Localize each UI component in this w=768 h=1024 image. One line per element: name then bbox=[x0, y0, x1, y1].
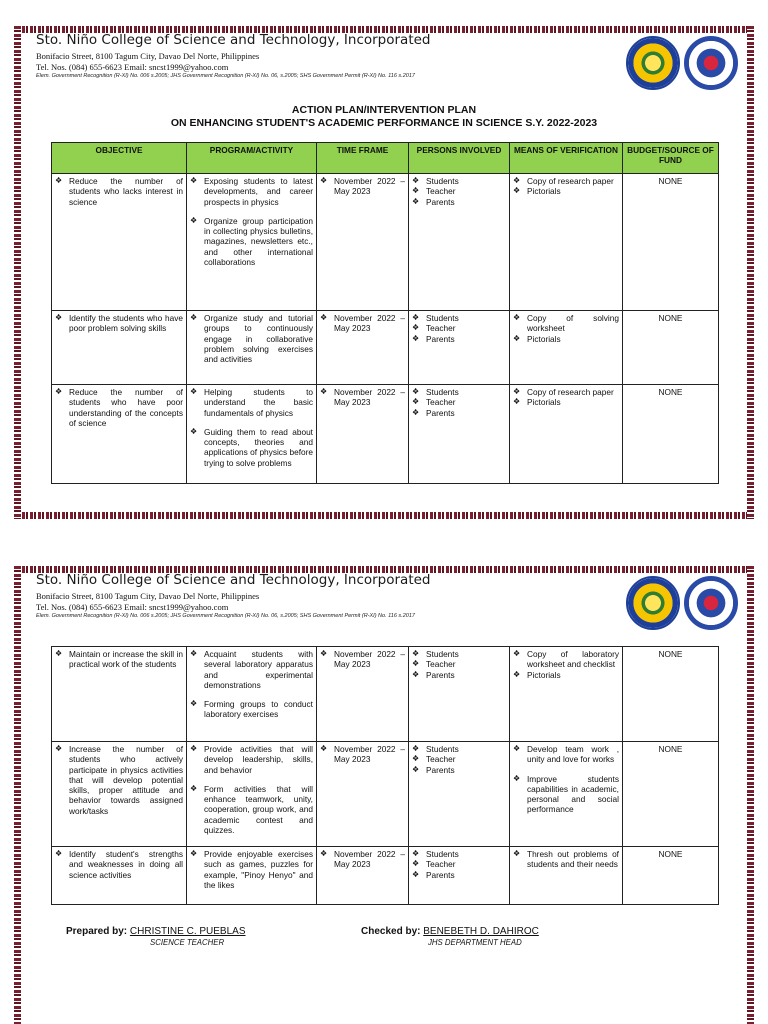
verification-item: ❖ Copy of research paper bbox=[513, 387, 619, 397]
table-row bbox=[52, 174, 719, 311]
verification-item: ❖ Copy of research paper bbox=[513, 176, 619, 186]
table-row bbox=[52, 847, 719, 905]
deped-seal-icon bbox=[684, 36, 738, 90]
activity-item: ❖ Acquaint students with several laboratory apparatus and experimental demonstrations bbox=[190, 649, 313, 690]
activity-item: ❖ Provide enjoyable exercises such as games, puzzles for example, "Pinoy Henyo" and the likes bbox=[190, 849, 313, 890]
verification-item: ❖ Improve students capabilities in academic, personal and social performance bbox=[513, 774, 619, 815]
time-frame: ❖ November 2022 – May 2023 bbox=[320, 744, 405, 765]
verification-item: ❖ Thresh out problems of students and their needs bbox=[513, 849, 619, 870]
checked-by-label: Checked by: bbox=[361, 926, 421, 937]
verification-item: ❖ Copy of solving worksheet bbox=[513, 313, 619, 334]
person-item: ❖ Students bbox=[412, 649, 506, 659]
verification-item: ❖ Pictorials bbox=[513, 186, 619, 196]
table-row bbox=[52, 311, 719, 385]
decorative-border-bottom bbox=[14, 512, 754, 519]
decorative-border-left bbox=[14, 26, 21, 519]
school-name: Sto. Niño College of Science and Technology, Incorporated bbox=[36, 572, 431, 588]
verification-item: ❖ Develop team work , unity and love for works bbox=[513, 744, 619, 765]
prepared-by-name: CHRISTINE C. PUEBLAS bbox=[129, 926, 246, 937]
school-seal-icon bbox=[626, 576, 680, 630]
column-header: OBJECTIVE bbox=[52, 143, 187, 174]
document-title bbox=[0, 104, 768, 130]
time-frame: ❖ November 2022 – May 2023 bbox=[320, 176, 405, 197]
person-item: ❖ Parents bbox=[412, 197, 506, 207]
activity-item: ❖ Provide activities that will develop leadership, skills, and behavior bbox=[190, 744, 313, 775]
budget-value: NONE bbox=[623, 647, 719, 742]
budget-value: NONE bbox=[623, 847, 719, 905]
school-name: Sto. Niño College of Science and Technology, Incorporated bbox=[36, 32, 431, 48]
budget-value: NONE bbox=[623, 174, 719, 311]
person-item: ❖ Teacher bbox=[412, 397, 506, 407]
checked-by-role: JHS DEPARTMENT HEAD bbox=[428, 938, 522, 947]
checked-by-block bbox=[361, 926, 539, 947]
table-header-row bbox=[52, 143, 719, 174]
activity-item: ❖ Forming groups to conduct laboratory exercises bbox=[190, 699, 313, 720]
person-item: ❖ Parents bbox=[412, 408, 506, 418]
action-plan-table-continued bbox=[51, 646, 719, 905]
government-recognition: Elem. Government Recognition (R-XI) No. 006 s.2005; JHS Government Recognition (R-XI) No. 06, s.2005; SHS Government Permit (R-XI) No. 116 s.2017 bbox=[36, 613, 415, 619]
letterhead bbox=[36, 32, 616, 79]
time-frame: ❖ November 2022 – May 2023 bbox=[320, 313, 405, 334]
column-header: PERSONS INVOLVED bbox=[409, 143, 510, 174]
objective-text: ❖ Increase the number of students who actively participate in physics activities that will develop potential skills, proper attitude and behavior towards assigned work/tasks bbox=[55, 744, 183, 816]
checked-by-name: BENEBETH D. DAHIROC bbox=[423, 926, 539, 937]
budget-value: NONE bbox=[623, 311, 719, 385]
budget-value: NONE bbox=[623, 742, 719, 847]
column-header: MEANS OF VERIFICATION bbox=[510, 143, 623, 174]
column-header: PROGRAM/ACTIVITY bbox=[187, 143, 317, 174]
activity-item: ❖ Organize study and tutorial groups to continuously engage in collaborative problem solving exercises and activities bbox=[190, 313, 313, 364]
school-contact: Tel. Nos. (084) 655-6623 Email: sncst1999@yahoo.com bbox=[36, 62, 229, 72]
time-frame: ❖ November 2022 – May 2023 bbox=[320, 649, 405, 670]
person-item: ❖ Students bbox=[412, 313, 506, 323]
person-item: ❖ Teacher bbox=[412, 186, 506, 196]
decorative-border-left bbox=[14, 566, 21, 1024]
school-address: Bonifacio Street, 8100 Tagum City, Davao Del Norte, Philippines bbox=[36, 591, 260, 601]
objective-text: ❖ Identify the students who have poor problem solving skills bbox=[55, 313, 183, 334]
verification-item: ❖ Pictorials bbox=[513, 397, 619, 407]
objective-text: ❖ Maintain or increase the skill in practical work of the students bbox=[55, 649, 183, 670]
person-item: ❖ Parents bbox=[412, 334, 506, 344]
activity-item: ❖ Guiding them to read about concepts, theories and applications of physics before trying to solve problems bbox=[190, 427, 313, 468]
person-item: ❖ Parents bbox=[412, 870, 506, 880]
objective-text: ❖ Reduce the number of students who have poor understanding of the concepts of science bbox=[55, 387, 183, 428]
school-contact: Tel. Nos. (084) 655-6623 Email: sncst1999@yahoo.com bbox=[36, 602, 229, 612]
person-item: ❖ Students bbox=[412, 849, 506, 859]
government-recognition: Elem. Government Recognition (R-XI) No. 006 s.2005; JHS Government Recognition (R-XI) No. 06, s.2005; SHS Government Permit (R-XI) No. 116 s.2017 bbox=[36, 73, 415, 79]
table-row bbox=[52, 742, 719, 847]
person-item: ❖ Students bbox=[412, 744, 506, 754]
person-item: ❖ Parents bbox=[412, 670, 506, 680]
title-line-2: ON ENHANCING STUDENT'S ACADEMIC PERFORMANCE IN SCIENCE S.Y. 2022-2023 bbox=[170, 117, 598, 129]
deped-seal-icon bbox=[684, 576, 738, 630]
table-row bbox=[52, 647, 719, 742]
document-page-1 bbox=[0, 22, 768, 522]
action-plan-table bbox=[51, 142, 719, 484]
school-seal-icon bbox=[626, 36, 680, 90]
person-item: ❖ Teacher bbox=[412, 323, 506, 333]
activity-item: ❖ Exposing students to latest developments, and career prospects in physics bbox=[190, 176, 313, 207]
verification-item: ❖ Pictorials bbox=[513, 670, 619, 680]
objective-text: ❖ Reduce the number of students who lacks interest in science bbox=[55, 176, 183, 207]
decorative-border-right bbox=[747, 26, 754, 519]
person-item: ❖ Teacher bbox=[412, 859, 506, 869]
activity-item: ❖ Form activities that will enhance teamwork, unity, cooperation, group work, and academic contest and quizzes. bbox=[190, 784, 313, 835]
person-item: ❖ Parents bbox=[412, 765, 506, 775]
column-header: TIME FRAME bbox=[317, 143, 409, 174]
time-frame: ❖ November 2022 – May 2023 bbox=[320, 387, 405, 408]
objective-text: ❖ Identify student's strengths and weaknesses in doing all science activities bbox=[55, 849, 183, 880]
prepared-by-label: Prepared by: bbox=[66, 926, 128, 937]
time-frame: ❖ November 2022 – May 2023 bbox=[320, 849, 405, 870]
column-header: BUDGET/SOURCE OF FUND bbox=[623, 143, 719, 174]
decorative-border-right bbox=[747, 566, 754, 1024]
activity-item: ❖ Helping students to understand the basic fundamentals of physics bbox=[190, 387, 313, 418]
prepared-by-role: SCIENCE TEACHER bbox=[150, 938, 225, 947]
table-row bbox=[52, 385, 719, 484]
person-item: ❖ Teacher bbox=[412, 659, 506, 669]
school-address: Bonifacio Street, 8100 Tagum City, Davao Del Norte, Philippines bbox=[36, 51, 260, 61]
verification-item: ❖ Copy of laboratory worksheet and checklist bbox=[513, 649, 619, 670]
letterhead bbox=[36, 572, 616, 619]
verification-item: ❖ Pictorials bbox=[513, 334, 619, 344]
person-item: ❖ Students bbox=[412, 176, 506, 186]
budget-value: NONE bbox=[623, 385, 719, 484]
person-item: ❖ Teacher bbox=[412, 754, 506, 764]
prepared-by-block bbox=[66, 926, 246, 947]
document-page-2 bbox=[0, 562, 768, 1024]
activity-item: ❖ Organize group participation in collecting physics bulletins, magazines, newsletters etc., and other international collaborations bbox=[190, 216, 313, 267]
person-item: ❖ Students bbox=[412, 387, 506, 397]
title-line-1: ACTION PLAN/INTERVENTION PLAN bbox=[291, 104, 477, 116]
